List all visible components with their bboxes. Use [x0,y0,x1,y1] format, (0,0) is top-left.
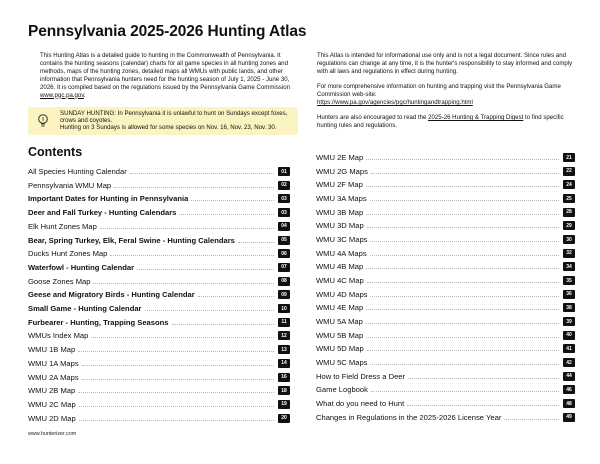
digest-prefix: Hunters are also encouraged to read the [317,114,427,122]
toc-leader-dots [82,379,274,380]
toc-leader-dots [370,296,559,297]
intro-right-column [317,52,579,138]
toc-item[interactable] [316,384,575,396]
toc-page-badge: 30 [563,235,575,244]
toc-item-label: WMU 5A Map [316,317,363,327]
toc-item[interactable] [316,357,575,369]
toc-item-label: WMU 4B Map [316,262,364,272]
toc-item-label: Geese and Migratory Birds - Hunting Calendar [28,290,195,300]
toc-leader-dots [370,364,559,365]
toc-page-badge: 25 [563,194,575,203]
toc-page-badge: 28 [563,208,575,217]
toc-leader-dots [238,242,274,243]
toc-leader-dots [367,227,559,228]
toc-item[interactable] [316,411,575,423]
toc-leader-dots [137,269,274,270]
toc-leader-dots [93,283,274,284]
toc-item[interactable] [28,357,290,369]
toc-item[interactable] [28,261,290,273]
intro-left-text: This Hunting Atlas is a detailed guide to hunting in the Commonwealth of Pennsylvania. It contains the hunting seasons (calendar) charts for all game species in all hunting zones and methods, maps of the hunting zones, detailed maps all WMUs with public lands, and other information that Pennsylvania hunters need for the hunting season of July 1, 2025 - June 30, 2026. It is compiled based on the regulations issued by the Pennsylvania Game Commission [40,52,290,91]
toc-item[interactable] [316,398,575,410]
toc-page-badge: 38 [563,303,575,312]
toc-item-label: WMU 4D Maps [316,289,368,299]
toc-item[interactable] [316,302,575,314]
toc-leader-dots [191,200,274,201]
toc-item-label: WMUs Index Map [28,331,89,341]
toc-item[interactable] [28,371,290,383]
toc-leader-dots [367,350,559,351]
toc-item-label: Bear, Spring Turkey, Elk, Feral Swine - Hunting Calendars [28,235,235,245]
contents-heading: Contents [28,145,83,159]
toc-leader-dots [145,310,274,311]
toc-item[interactable] [316,288,575,300]
toc-page-badge: 32 [563,249,575,258]
toc-item[interactable] [316,206,575,218]
toc-item-label: Pennsylvania WMU Map [28,180,112,190]
toc-leader-dots [91,337,274,338]
toc-leader-dots [114,187,274,188]
toc-item[interactable] [28,412,290,424]
toc-item[interactable] [28,234,290,246]
toc-leader-dots [407,405,559,406]
toc-item[interactable] [28,193,290,205]
pgc-hunting-link[interactable]: https://www.pa.gov/agencies/pgc/huntingandtrapping.html [317,99,473,107]
toc-item[interactable] [28,179,290,191]
toc-page-badge: 16 [278,373,290,382]
toc-item[interactable] [316,165,575,177]
toc-item[interactable] [28,289,290,301]
toc-page-badge: 02 [278,181,290,190]
toc-page-badge: 42 [563,358,575,367]
toc-page-badge: 19 [278,400,290,409]
digest-suffix: to find specific hunting rules and regulations. [317,114,564,130]
toc-item-label: Ducks Hunt Zones Map [28,249,108,259]
toc-page-badge: 01 [278,167,290,176]
toc-item[interactable] [28,316,290,328]
toc-leader-dots [366,159,559,160]
toc-item-label: Important Dates for Hunting in Pennsylvania [28,194,189,204]
toc-page-badge: 20 [278,414,290,423]
toc-page-badge: 41 [563,344,575,353]
sunday-line-2: Hunting on 3 Sundays is allowed for some species on Nov. 16, Nov. 23, Nov. 30. [60,124,277,132]
toc-page-badge: 39 [563,317,575,326]
toc-item[interactable] [316,275,575,287]
toc-item-label: WMU 3B Map [316,207,364,217]
toc-item[interactable] [316,152,575,164]
toc-item-label: WMU 2B Map [28,386,76,396]
toc-item[interactable] [316,261,575,273]
toc-leader-dots [370,241,559,242]
toc-leader-dots [367,282,559,283]
toc-leader-dots [82,365,274,366]
toc-leader-dots [79,420,274,421]
toc-leader-dots [78,392,274,393]
toc-page-badge: 48 [563,399,575,408]
toc-leader-dots [198,296,274,297]
toc-item-label: WMU 2G Maps [316,166,368,176]
toc-item-label: WMU 5B Map [316,330,364,340]
sunday-hunting-callout [28,107,298,135]
toc-page-badge: 06 [278,249,290,258]
toc-item[interactable] [28,220,290,232]
pgc-website-link[interactable]: www.pgc.pa.gov [40,91,84,99]
toc-page-badge: 08 [278,277,290,286]
toc-item-label: WMU 3A Maps [316,194,367,203]
toc-item[interactable] [316,316,575,328]
toc-leader-dots [366,186,559,187]
toc-page-badge: 13 [278,345,290,354]
toc-item[interactable] [28,248,290,260]
toc-leader-dots [366,337,559,338]
sunday-line-1: SUNDAY HUNTING: In Pennsylvania it is unlawful to hunt on Sundays except foxes, crows and coyotes. [60,110,288,125]
toc-item-label: WMU 2F Map [316,180,363,190]
toc-item-label: Small Game - Hunting Calendar [28,304,142,313]
toc-leader-dots [371,391,559,392]
toc-item-label: WMU 1B Map [28,345,76,355]
toc-page-badge: 05 [278,236,290,245]
toc-item[interactable] [316,220,575,232]
toc-leader-dots [366,323,559,324]
toc-item-label: WMU 4E Map [316,303,364,313]
toc-leader-dots [130,173,274,174]
toc-item-label: WMU 2D Map [28,413,76,423]
intro-left-suffix: . [83,91,86,99]
toc-item[interactable] [28,330,290,342]
toc-page-badge: 14 [278,359,290,368]
toc-page-badge: 03 [278,194,290,203]
toc-leader-dots [408,378,559,379]
toc-page-badge: 22 [563,167,575,176]
toc-item-label: WMU 5C Maps [316,358,368,368]
toc-page-badge: 29 [563,221,575,230]
toc-page-badge: 12 [278,331,290,340]
toc-item[interactable] [28,303,290,315]
toc-leader-dots [179,214,274,215]
toc-item-label: Elk Hunt Zones Map [28,221,97,231]
toc-leader-dots [172,324,274,325]
digest-paragraph [317,114,579,130]
footer-website: www.hunterizer.com [28,431,77,437]
toc-item[interactable] [28,166,290,178]
toc-item[interactable] [316,329,575,341]
toc-item[interactable] [316,193,575,205]
toc-item[interactable] [316,247,575,259]
toc-item[interactable] [316,370,575,382]
toc-item-label: Game Logbook [316,385,368,395]
toc-page-badge: 34 [563,262,575,271]
toc-leader-dots [371,173,559,174]
toc-page-badge: 36 [563,290,575,299]
toc-page-badge: 40 [563,331,575,340]
toc-item-label: Goose Zones Map [28,276,91,286]
toc-item[interactable] [28,275,290,287]
toc-item-label: How to Field Dress a Deer [316,371,406,381]
toc-page-badge: 35 [563,276,575,285]
toc-leader-dots [370,200,559,201]
toc-leader-dots [366,309,559,310]
toc-leader-dots [504,419,559,420]
toc-leader-dots [110,255,274,256]
toc-item-label: WMU 3D Map [316,221,364,231]
toc-item-label: WMU 4C Map [316,276,364,286]
toc-item-label: WMU 2A Maps [28,372,79,382]
intro-left-paragraph [40,52,290,99]
toc-leader-dots [79,406,274,407]
toc-page-badge: 21 [563,153,575,162]
toc-item-label: WMU 1A Maps [28,358,79,368]
toc-page-badge: 09 [278,290,290,299]
toc-page-badge: 10 [278,304,290,313]
toc-leader-dots [370,255,559,256]
toc-leader-dots [100,228,274,229]
toc-item[interactable] [28,207,290,219]
toc-item[interactable] [28,344,290,356]
toc-page-badge: 44 [563,372,575,381]
toc-page-badge: 11 [278,318,290,327]
toc-item-label: All Species Hunting Calendar [28,167,127,176]
toc-item-label: WMU 2E Map [316,153,364,162]
toc-item-label: Waterfowl - Hunting Calendar [28,262,135,272]
page-title: Pennsylvania 2025-2026 Hunting Atlas [28,23,307,40]
lightbulb-icon [36,113,50,129]
toc-item-label: WMU 2C Map [28,399,76,409]
toc-page-badge: 03 [278,208,290,217]
toc-item[interactable] [316,234,575,246]
toc-item-label: What do you need to Hunt [316,399,405,409]
toc-page-badge: 49 [563,413,575,422]
toc-item[interactable] [28,385,290,397]
toc-item-label: Furbearer - Hunting, Trapping Seasons [28,317,169,327]
toc-item[interactable] [28,398,290,410]
toc-page-badge: 46 [563,385,575,394]
disclaimer-paragraph: This Atlas is intended for informational use only and is not a legal document. Since rules and regulations can change at any time, it is the hunter's responsibility to stay informed and comply with all laws and regulations in effect during hunting. [317,52,573,75]
toc-item[interactable] [316,343,575,355]
toc-item-label: WMU 4A Maps [316,248,367,258]
toc-leader-dots [78,351,274,352]
toc-item-label: WMU 3C Maps [316,235,368,245]
toc-page-badge: 24 [563,180,575,189]
more-info-text: For more comprehensive information on hunting and trapping visit the Pennsylvania Game Commission web-site: [317,83,561,99]
toc-page-badge: 18 [278,386,290,395]
toc-page-badge: 07 [278,263,290,272]
toc-leader-dots [366,268,559,269]
toc-item-label: Changes in Regulations in the 2025-2026 License Year [316,412,502,422]
digest-link[interactable]: 2025-26 Hunting & Trapping Digest [428,114,524,122]
toc-item-label: Deer and Fall Turkey - Hunting Calendars [28,208,177,218]
toc-item-label: WMU 5D Map [316,344,364,354]
toc-item[interactable] [316,179,575,191]
more-info-paragraph [317,83,579,107]
toc-page-badge: 04 [278,222,290,231]
toc-leader-dots [366,214,559,215]
